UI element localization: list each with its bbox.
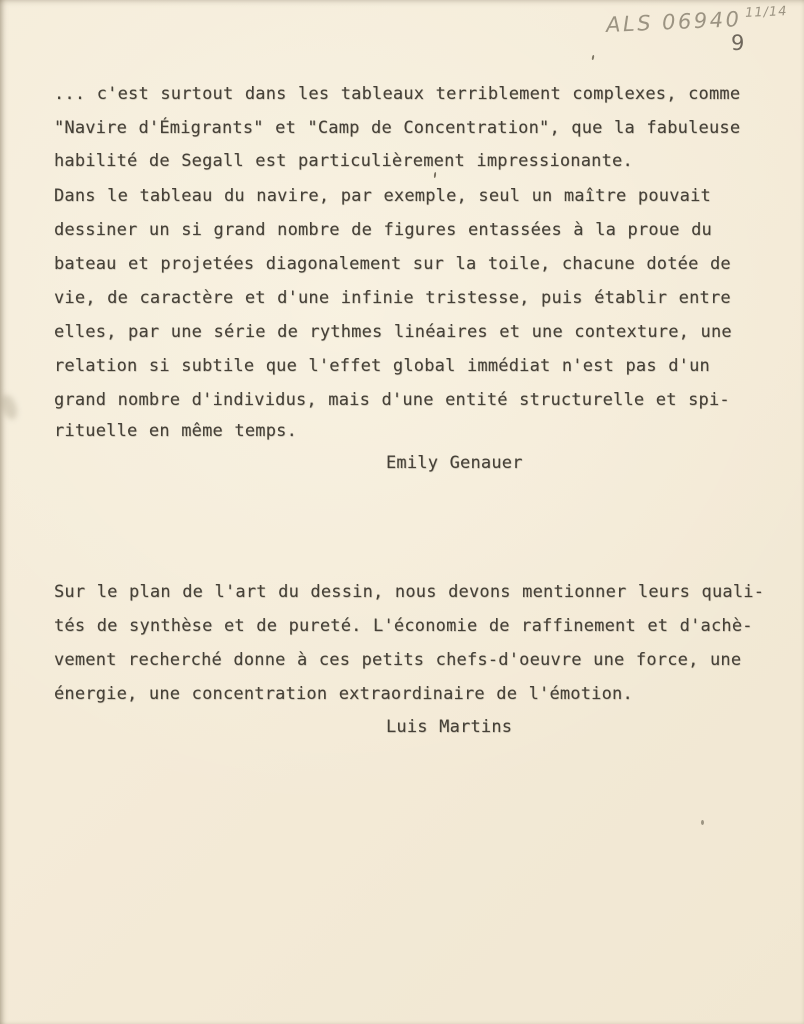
handwritten-shelfmark <box>606 4 789 37</box>
text-line: grand nombre d'individus, mais d'une entité structurelle et spi- <box>54 390 730 410</box>
text-line: Sur le plan de l'art du dessin, nous devons mentionner leurs quali- <box>54 582 765 602</box>
ink-speck <box>434 172 437 178</box>
paper-smudge <box>0 392 20 421</box>
text-line: rituelle en même temps. <box>54 421 298 441</box>
text-line: habilité de Segall est particulièrement impressionante. <box>54 151 633 171</box>
attribution-emily-genauer: Emily Genauer <box>386 453 523 473</box>
ink-speck <box>592 55 595 60</box>
text-line: tés de synthèse et de pureté. L'économie de raffinement et d'achè- <box>54 616 753 636</box>
text-line: relation si subtile que l'effet global immédiat n'est pas d'un <box>54 356 710 376</box>
text-line: énergie, une concentration extraordinaire de l'émotion. <box>54 684 633 704</box>
text-line: Dans le tableau du navire, par exemple, seul un maître pouvait <box>54 186 711 206</box>
text-line: "Navire d'Émigrants" et "Camp de Concentration", que la fabuleuse <box>54 118 741 138</box>
attribution-luis-martins: Luis Martins <box>386 717 513 737</box>
text-line: elles, par une série de rythmes linéaires et une contexture, une <box>54 322 732 342</box>
text-line: vement recherché donne à ces petits chefs-d'oeuvre une force, une <box>54 650 742 670</box>
text-line: ... c'est surtout dans les tableaux terriblement complexes, comme <box>54 84 741 104</box>
text-line: bateau et projetées diagonalement sur la toile, chacune dotée de <box>54 254 731 274</box>
shelfmark-fraction: 11/14 <box>744 4 789 21</box>
text-line: vie, de caractère et d'une infinie tristesse, puis établir entre <box>54 288 731 308</box>
page-number: 9 <box>731 31 746 55</box>
text-line: dessiner un si grand nombre de figures entassées à la proue du <box>54 220 712 240</box>
ink-speck <box>701 820 704 825</box>
shelfmark-number: ALS 06940 <box>605 7 743 37</box>
